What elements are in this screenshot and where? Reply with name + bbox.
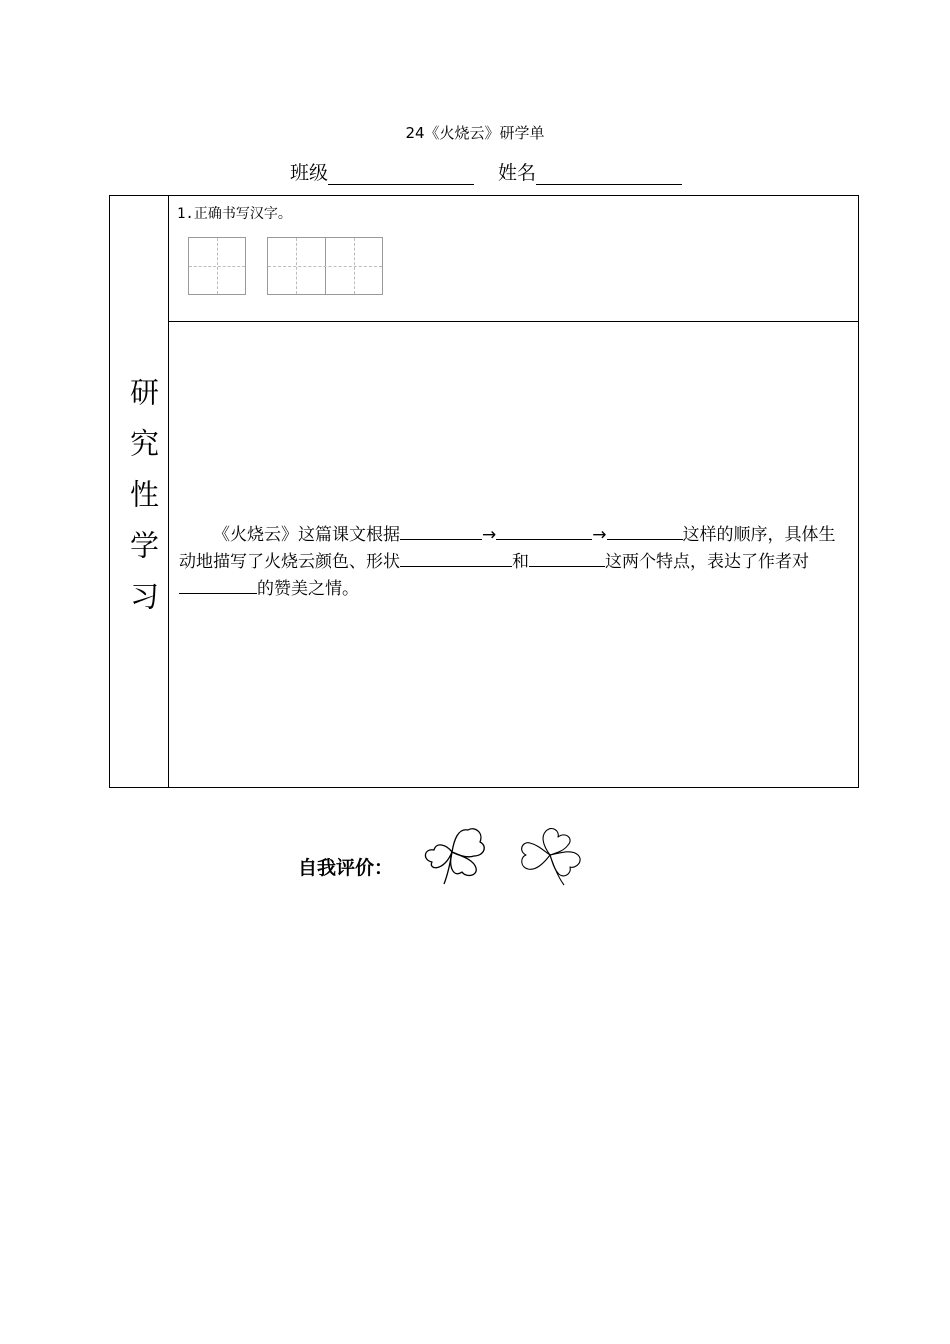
clover-icon[interactable] xyxy=(418,822,490,888)
name-label: 姓名 xyxy=(498,162,537,184)
page-title: 24《火烧云》研学单 xyxy=(405,124,545,142)
study-table xyxy=(109,195,859,788)
passage-text-4: 这两个特点，表达了作者对 xyxy=(605,552,809,572)
side-label: 研究性学习 xyxy=(126,376,160,632)
blank-5[interactable] xyxy=(529,548,605,567)
passage-text-2: 这样的顺序，具体生动地描写了火烧云颜色、形状 xyxy=(179,525,836,572)
question-1: 1.正确书写汉字。 xyxy=(177,206,292,222)
self-evaluation-label: 自我评价： xyxy=(298,857,394,879)
passage-text-5: 的赞美之情。 xyxy=(257,579,359,599)
class-label: 班级 xyxy=(290,162,329,184)
writing-practice-cell xyxy=(169,196,858,322)
name-field[interactable] xyxy=(536,162,682,185)
passage-text-3: 和 xyxy=(512,552,529,572)
blank-6[interactable] xyxy=(179,575,257,594)
blank-4[interactable] xyxy=(400,548,512,567)
clover-icon-2[interactable] xyxy=(514,823,586,889)
student-info-row xyxy=(290,158,682,185)
arrow-1: → xyxy=(482,525,497,545)
arrow-2: → xyxy=(592,525,607,545)
blank-2[interactable] xyxy=(496,521,592,540)
side-column xyxy=(110,196,169,787)
passage-text-1: 《火烧云》这篇课文根据 xyxy=(213,525,400,545)
fill-in-passage xyxy=(179,521,851,602)
writing-grid-4[interactable] xyxy=(267,237,383,295)
blank-1[interactable] xyxy=(400,521,482,540)
writing-grid-2[interactable] xyxy=(188,237,246,295)
class-field[interactable] xyxy=(328,162,474,185)
blank-3[interactable] xyxy=(607,521,683,540)
